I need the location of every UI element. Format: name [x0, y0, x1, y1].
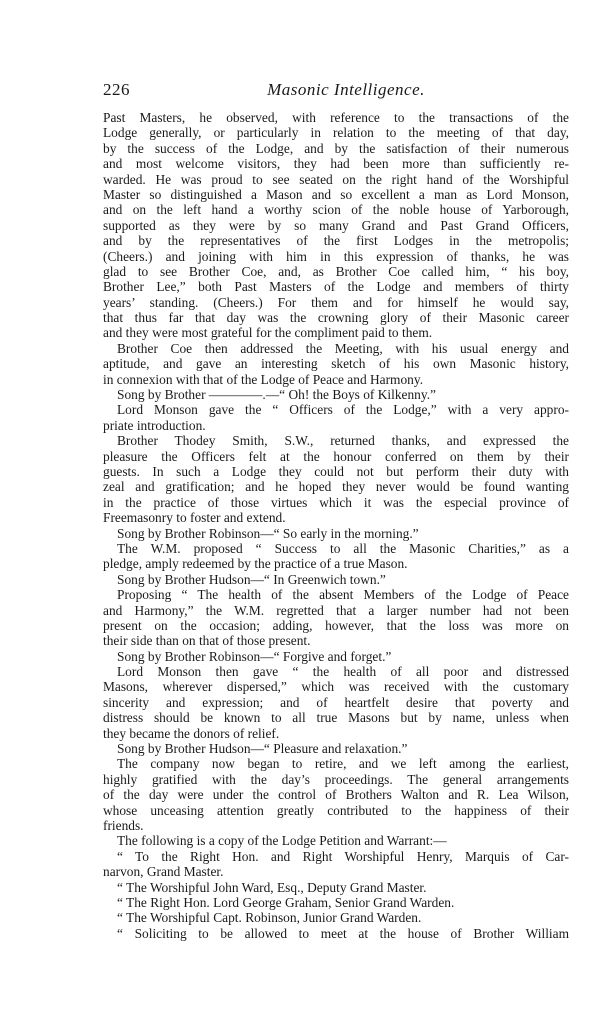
page-number: 226: [103, 80, 130, 99]
text-line: pledge, amply redeemed by the practice of a true Mason.: [103, 556, 408, 572]
page-header: [103, 80, 569, 102]
text-line: “ The Right Hon. Lord George Graham, Senior Grand Warden.: [117, 894, 455, 910]
text-line: and they were most grateful for the compliment paid to them.: [103, 325, 433, 341]
text-line: Lord Monson then gave “ the health of all poor and distressed: [117, 664, 569, 680]
text-line: and most welcome visitors, they had been more than sufficiently re-: [103, 156, 569, 172]
text-line: present on the occasion; adding, however, that the loss was more on: [103, 617, 569, 633]
text-line: of the day were under the control of Brothers Walton and R. Lea Wilson,: [103, 787, 569, 803]
text-line: that thus far that day was the crowning glory of their Masonic career: [103, 310, 569, 326]
text-line: The company now began to retire, and we left among the earliest,: [117, 756, 569, 772]
text-line: aptitude, and gave an interesting sketch of his own Masonic history,: [103, 356, 569, 372]
text-line: (Cheers.) and joining with him in this expression of thanks, he was: [103, 248, 569, 264]
text-line: Brother Coe then addressed the Meeting, with his usual energy and: [117, 340, 569, 356]
text-line: Song by Brother ————.—“ Oh! the Boys of Kilkenny.”: [117, 387, 436, 403]
text-line: priate introduction.: [103, 417, 206, 433]
text-line: “ To the Right Hon. and Right Worshipful Henry, Marquis of Car-: [117, 848, 569, 864]
article-body: [103, 110, 569, 941]
text-line: Brother Lee,” both Past Masters of the Lodge and members of thirty: [103, 279, 569, 295]
text-line: Lord Monson gave the “ Officers of the Lodge,” with a very appro-: [117, 402, 569, 418]
text-line: in connexion with that of the Lodge of Peace and Harmony.: [103, 371, 424, 387]
text-line: their side than on that of those present.: [103, 633, 311, 649]
text-line: Song by Brother Robinson—“ Forgive and forget.”: [117, 648, 392, 664]
text-line: zeal and gratification; and he hoped they never would be found wanting: [103, 479, 569, 495]
text-line: years’ standing. (Cheers.) For them and for himself he would say,: [103, 294, 569, 310]
text-line: pleasure the Officers felt at the honour conferred on them by their: [103, 448, 569, 464]
text-line: whose unceasing attention greatly contributed to the happiness of their: [103, 802, 569, 818]
text-line: Song by Brother Robinson—“ So early in the morning.”: [117, 525, 419, 541]
text-line: and on the left hand a worthy scion of the noble house of Yarborough,: [103, 202, 569, 218]
text-line: in the practice of those virtues which it was the especial province of: [103, 494, 569, 510]
text-line: highly gratified with the day’s proceedings. The general arrangements: [103, 771, 569, 787]
text-line: “ The Worshipful John Ward, Esq., Deputy Grand Master.: [117, 879, 427, 895]
text-line: “ The Worshipful Capt. Robinson, Junior Grand Warden.: [117, 910, 422, 926]
text-line: supported as they were by so many Grand and Past Grand Officers,: [103, 217, 569, 233]
text-line: Freemasonry to foster and extend.: [103, 510, 286, 526]
text-line: narvon, Grand Master.: [103, 864, 224, 880]
text-line: The following is a copy of the Lodge Petition and Warrant:—: [117, 833, 447, 849]
text-line: warded. He was proud to see seated on the right hand of the Worshipful: [103, 171, 569, 187]
text-line: Lodge generally, or particularly in relation to the meeting of that day,: [103, 125, 569, 141]
running-title: Masonic Intelligence.: [267, 80, 425, 99]
text-line: Masons, wherever dispersed,” which was received with the customary: [103, 679, 569, 695]
text-line: and Harmony,” the W.M. regretted that a larger number had not been: [103, 602, 569, 618]
text-line: by the success of the Lodge, and by the satisfaction of their numerous: [103, 140, 569, 156]
text-line: Master so distinguished a Mason and so excellent a man as Lord Monson,: [103, 186, 569, 202]
text-line: Proposing “ The health of the absent Members of the Lodge of Peace: [117, 587, 569, 603]
text-line: Song by Brother Hudson—“ In Greenwich town.”: [117, 571, 386, 587]
text-line: distress should be known to all true Masons but by name, unless when: [103, 710, 569, 726]
text-line: Past Masters, he observed, with reference to the transactions of the: [103, 110, 569, 125]
text-line: guests. In such a Lodge they could not but perform their duty with: [103, 463, 569, 479]
text-line: friends.: [103, 817, 144, 833]
text-line: Song by Brother Hudson—“ Pleasure and relaxation.”: [117, 741, 408, 757]
text-line: they became the donors of relief.: [103, 725, 280, 741]
text-line: glad to see Brother Coe, and, as Brother Coe called him, “ his boy,: [103, 263, 569, 279]
text-line: Brother Thodey Smith, S.W., returned thanks, and expressed the: [117, 433, 569, 449]
text-line: sincerity and expression; and of heartfelt desire that poverty and: [103, 694, 569, 710]
text-line: “ Soliciting to be allowed to meet at the house of Brother William: [117, 925, 569, 941]
text-line: and by the representatives of the first Lodges in the metropolis;: [103, 233, 569, 249]
text-line: The W.M. proposed “ Success to all the Masonic Charities,” as a: [117, 540, 569, 556]
